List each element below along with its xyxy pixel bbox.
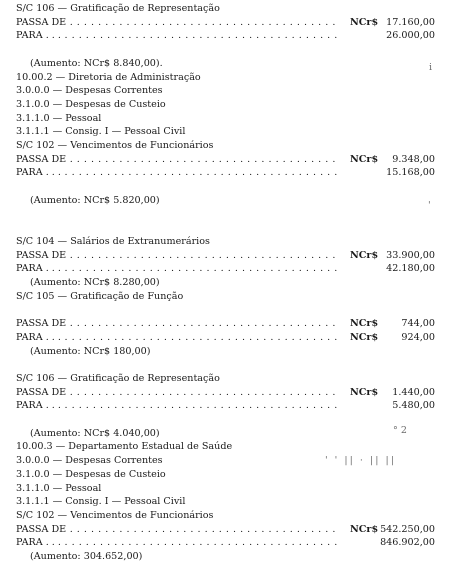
- scan-mark: ' ' || · || ||: [325, 455, 396, 466]
- increase-note: (Aumento: NCr$ 8.840,00).: [30, 58, 163, 69]
- amount-value: 1.440,00: [392, 387, 435, 398]
- heading-line: S/C 102 — Vencimentos de Funcionários: [16, 140, 214, 151]
- currency-label: NCr$: [350, 250, 379, 261]
- row-label: PARA . . . . . .: [16, 537, 465, 549]
- row-label: PARA . . . . . .: [16, 30, 465, 42]
- currency-label: NCr$: [350, 154, 379, 165]
- currency-label: NCr$: [350, 332, 379, 343]
- heading-line: 3.1.0.0 — Despesas de Custeio: [16, 469, 166, 480]
- value-row: [0, 537, 465, 549]
- value-row: [0, 263, 465, 275]
- value-row: [0, 387, 465, 399]
- currency-label: NCr$: [350, 318, 379, 329]
- increase-note: (Aumento: NCr$ 5.820,00): [30, 195, 160, 206]
- scan-mark: ° 2: [393, 425, 407, 436]
- amount-value: 17.160,00: [386, 17, 435, 28]
- increase-note: (Aumento: NCr$ 8.280,00): [30, 277, 160, 288]
- value-row: [0, 30, 465, 42]
- row-label: PARA . . . . . .: [16, 263, 465, 275]
- heading-line: 3.0.0.0 — Despesas Correntes: [16, 455, 163, 466]
- amount-value: 26.000,00: [386, 30, 435, 41]
- row-label: PASSA DE . . .: [16, 154, 465, 166]
- scan-mark: i: [429, 62, 433, 73]
- row-label: PARA . . . . . .: [16, 332, 465, 344]
- value-row: [0, 318, 465, 330]
- heading-line: 3.1.1.0 — Pessoal: [16, 113, 102, 124]
- increase-note: (Aumento: NCr$ 180,00): [30, 346, 151, 357]
- amount-value: 5.480,00: [392, 400, 435, 411]
- value-row: [0, 332, 465, 344]
- heading-line: S/C 102 — Vencimentos de Funcionários: [16, 510, 214, 521]
- amount-value: 924,00: [401, 332, 435, 343]
- amount-value: 744,00: [401, 318, 435, 329]
- heading-line: 3.0.0.0 — Despesas Correntes: [16, 85, 163, 96]
- value-row: [0, 154, 465, 166]
- heading-line: S/C 106 — Gratificação de Representação: [16, 373, 220, 384]
- heading-line: 10.00.3 — Departamento Estadual de Saúde: [16, 441, 233, 452]
- heading-line: 3.1.1.0 — Pessoal: [16, 483, 102, 494]
- amount-value: 15.168,00: [386, 167, 435, 178]
- heading-line: 3.1.1.1 — Consig. I — Pessoal Civil: [16, 496, 186, 507]
- increase-note: (Aumento: 304.652,00): [30, 551, 143, 562]
- value-row: [0, 524, 465, 536]
- scan-mark: ': [428, 200, 431, 211]
- heading-line: 3.1.1.1 — Consig. I — Pessoal Civil: [16, 126, 186, 137]
- increase-note: (Aumento: NCr$ 4.040,00): [30, 428, 160, 439]
- amount-value: 42.180,00: [386, 263, 435, 274]
- row-label: PARA . . . . . .: [16, 167, 465, 179]
- value-row: [0, 400, 465, 412]
- amount-value: 9.348,00: [392, 154, 435, 165]
- currency-label: NCr$: [350, 387, 379, 398]
- value-row: [0, 17, 465, 29]
- row-label: PASSA DE . . .: [16, 318, 465, 330]
- heading-line: S/C 105 — Gratificação de Função: [16, 291, 184, 302]
- heading-line: 3.1.0.0 — Despesas de Custeio: [16, 99, 166, 110]
- row-label: PARA . . . . . .: [16, 400, 465, 412]
- amount-value: 33.900,00: [386, 250, 435, 261]
- row-label: PASSA DE . . .: [16, 17, 465, 29]
- row-label: PASSA DE . . .: [16, 524, 465, 536]
- row-label: PASSA DE . . .: [16, 250, 465, 262]
- row-label: PASSA DE . . .: [16, 387, 465, 399]
- amount-value: 542.250,00: [380, 524, 435, 535]
- currency-label: NCr$: [350, 17, 379, 28]
- value-row: [0, 167, 465, 179]
- heading-line: S/C 106 — Gratificação de Representação: [16, 3, 220, 14]
- amount-value: 846.902,00: [380, 537, 435, 548]
- value-row: [0, 250, 465, 262]
- currency-label: NCr$: [350, 524, 379, 535]
- heading-line: S/C 104 — Salários de Extranumerários: [16, 236, 210, 247]
- heading-line: 10.00.2 — Diretoria de Administração: [16, 72, 201, 83]
